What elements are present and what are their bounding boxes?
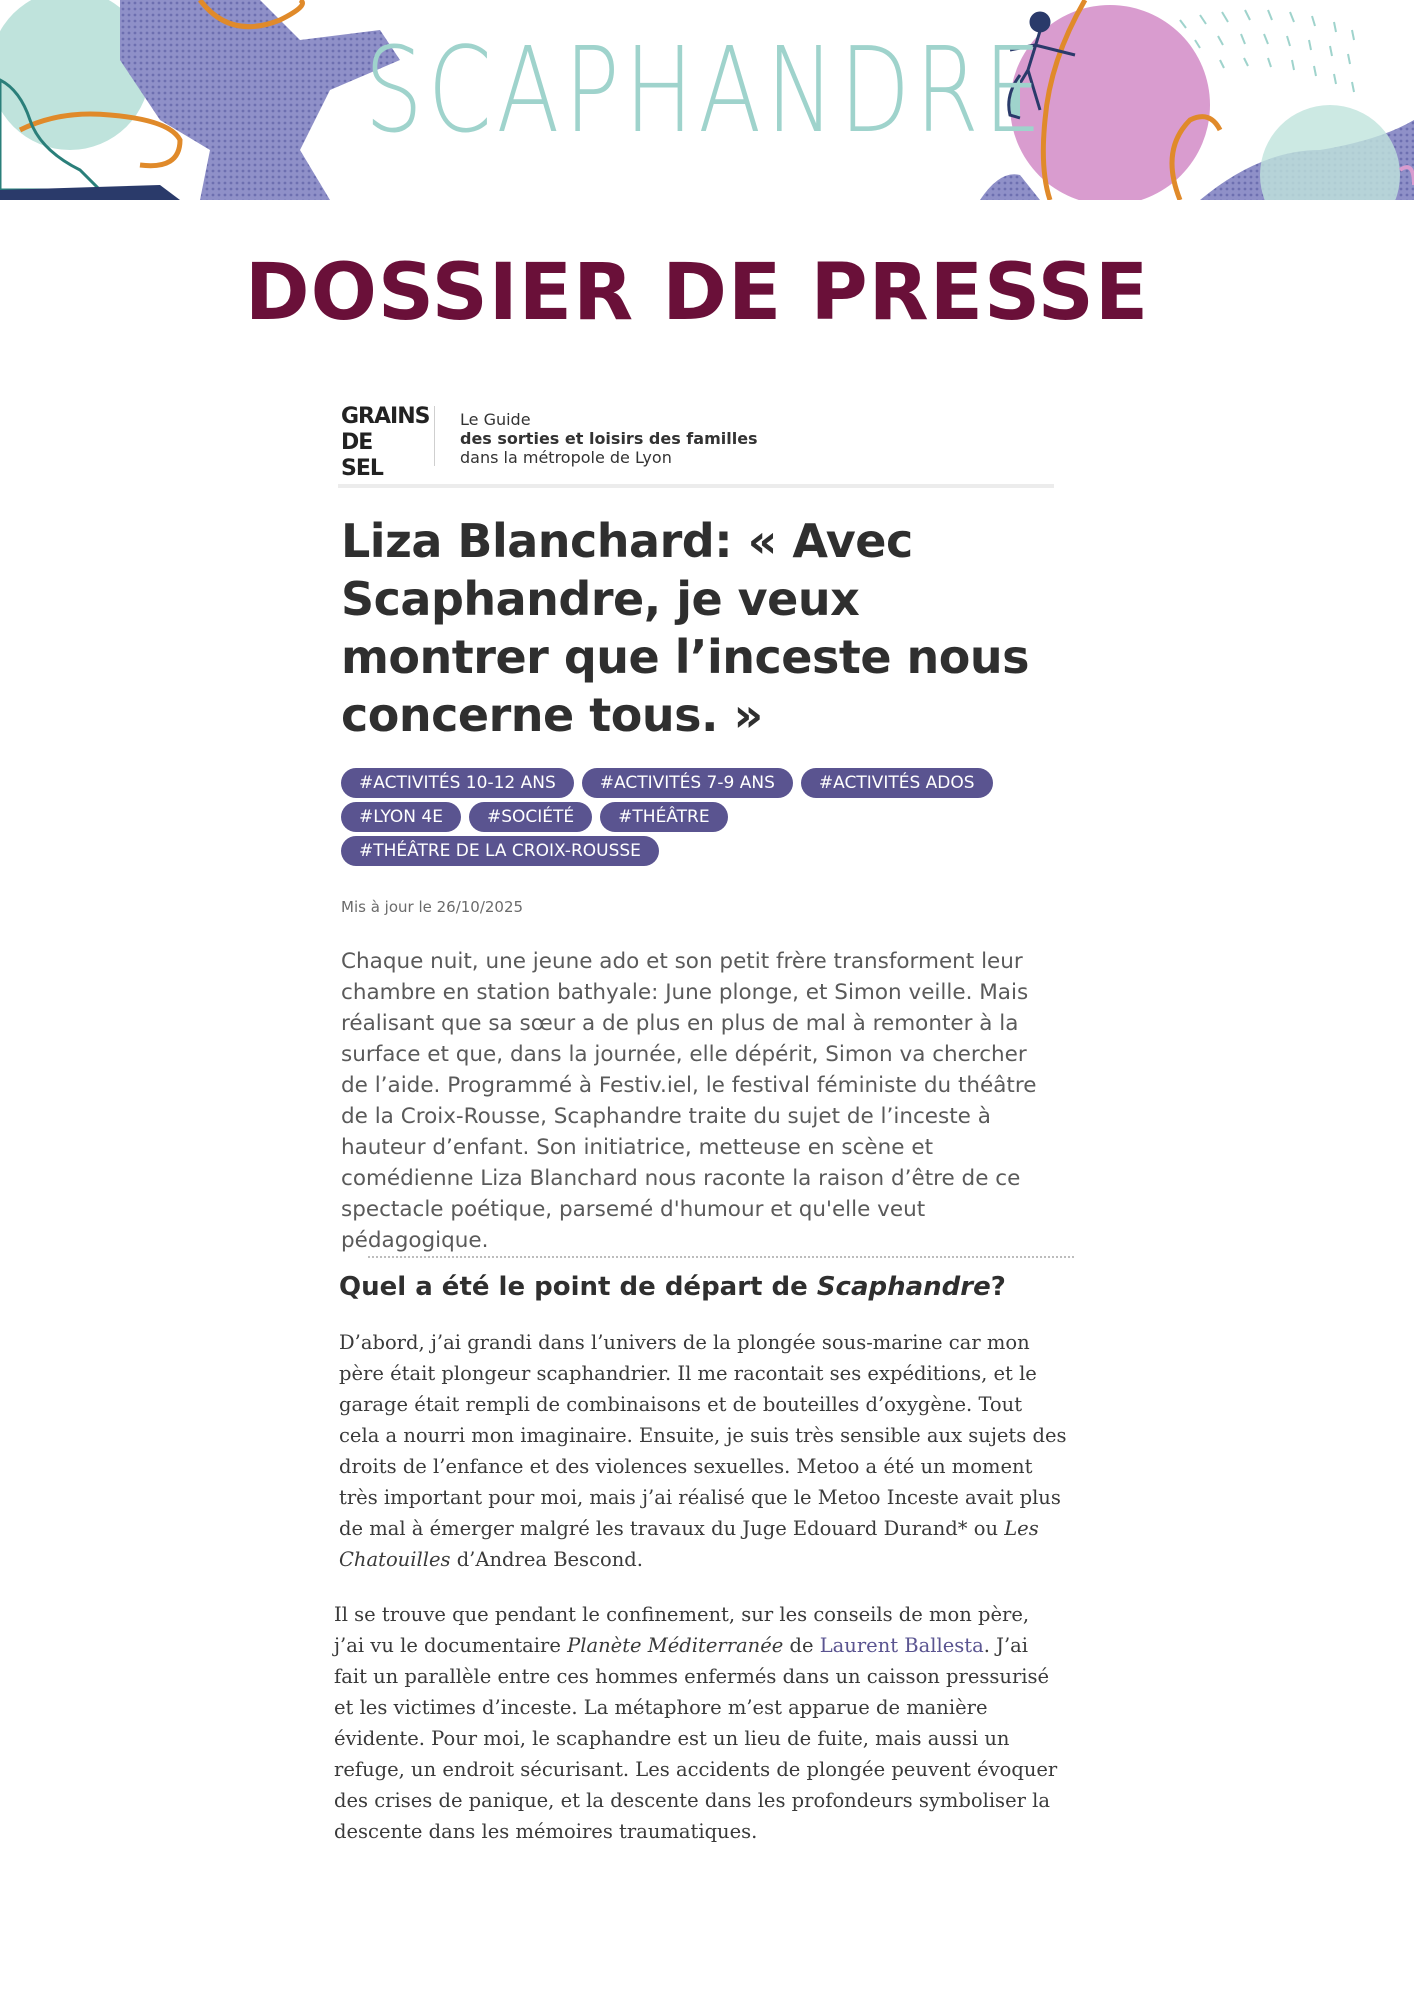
article-title: Liza Blanchard: « Avec Scaphandre, je veux montrer que l’inceste nous concerne tous. » <box>341 514 1030 742</box>
header-divider <box>338 484 1054 488</box>
answer-paragraph-2 <box>334 1599 1062 1847</box>
answer-paragraph-1 <box>339 1327 1067 1575</box>
para2-de: de <box>783 1634 820 1657</box>
banner-title: SCAPHANDRE <box>364 21 1047 159</box>
site-header <box>338 398 1054 486</box>
tag-row <box>341 836 1061 866</box>
press-title: DOSSIER DE PRESSE <box>244 248 1150 338</box>
tagline-line-2: des sorties et loisirs des familles <box>460 429 758 448</box>
coral-small-right <box>980 174 1040 200</box>
para1-end: d’Andrea Bescond. <box>450 1548 643 1571</box>
tag-theatre[interactable]: #THÉÂTRE <box>600 802 727 832</box>
logo-divider <box>434 406 435 466</box>
para2-end: . J’ai fait un parallèle entre ces hommes enfermés dans un caisson pressurisé et les victimes d’inceste. La métaphore m’est apparue de manière évidente. Pour moi, le scaphandre est un lieu de fuite, mais aussi un refuge, un endroit sécurisant. Les accidents de plongée peuvent évoquer des crises de panique, et la descente dans les profondeurs symboliser la descente dans les mémoires traumatiques. <box>334 1634 1058 1843</box>
tag-row <box>341 768 1061 798</box>
ground-left <box>0 185 180 200</box>
tag-lyon-4e[interactable]: #LYON 4E <box>341 802 461 832</box>
para2-text: Il se trouve que pendant le confinement, sur les conseils de mon père, j’ai vu le documentaire <box>334 1603 1030 1657</box>
para1-italic: Les Chatouilles <box>339 1517 1039 1571</box>
article-intro: Chaque nuit, une jeune ado et son petit frère transforment leur chambre en station bathyale: June plonge, et Simon veille. Mais réalisant que sa sœur a de plus en plus de mal à remonter à la surface et que, dans la journée, elle dépérit, Simon va chercher de l’aide. Programmé à Festiv.iel, le festival féministe du théâtre de la Croix-Rousse, Scaphandre traite du sujet de l’inceste à hauteur d’enfant. Son initiatrice, metteuse en scène et comédienne Liza Blanchard nous raconte la raison d’être de ce spectacle poétique, parsemé d'humour et qu'elle veut pédagogique. <box>341 949 1037 1253</box>
tag-row <box>341 802 1061 832</box>
question-heading <box>339 1272 1059 1302</box>
tag-theatre-croix-rousse[interactable]: #THÉÂTRE DE LA CROIX-ROUSSE <box>341 836 659 866</box>
tag-activites-10-12[interactable]: #ACTIVITÉS 10-12 ANS <box>341 768 574 798</box>
tagline-line-3: dans la métropole de Lyon <box>460 448 672 467</box>
tag-activites-7-9[interactable]: #ACTIVITÉS 7-9 ANS <box>582 768 793 798</box>
tagline-line-1: Le Guide <box>460 410 531 429</box>
question-suffix: ? <box>990 1272 1006 1302</box>
site-logo <box>341 404 430 482</box>
header-banner <box>0 0 1414 200</box>
para2-italic: Planète Méditerranée <box>567 1634 784 1657</box>
updated-date: Mis à jour le 26/10/2025 <box>341 898 524 916</box>
para1-text: D’abord, j’ai grandi dans l’univers de la plongée sous-marine car mon père était plongeur scaphandrier. Il me racontait ses expéditions, et le garage était rempli de combinaisons et de bouteilles d’oxygène. Tout cela a nourri mon imaginaire. Ensuite, je suis très sensible aux sujets des droits de l’enfance et des violences sexuelles. Metoo a été un moment très important pour moi, mais j’ai réalisé que le Metoo Inceste avait plus de mal à émerger malgré les travaux du Juge Edouard Durand* ou <box>339 1331 1067 1540</box>
laurent-ballesta-link[interactable]: Laurent Ballesta <box>819 1634 984 1657</box>
logo-line-1: GRAINS <box>341 404 430 429</box>
tag-list <box>341 768 1061 870</box>
tag-activites-ados[interactable]: #ACTIVITÉS ADOS <box>801 768 993 798</box>
site-tagline <box>460 410 758 467</box>
logo-line-2: DE SEL <box>341 430 383 481</box>
teal-circle-right <box>1260 105 1400 200</box>
question-italic: Scaphandre <box>816 1272 991 1302</box>
tag-societe[interactable]: #SOCIÉTÉ <box>469 802 592 832</box>
question-text: Quel a été le point de départ de <box>339 1272 817 1302</box>
dotted-divider <box>368 1256 1074 1258</box>
